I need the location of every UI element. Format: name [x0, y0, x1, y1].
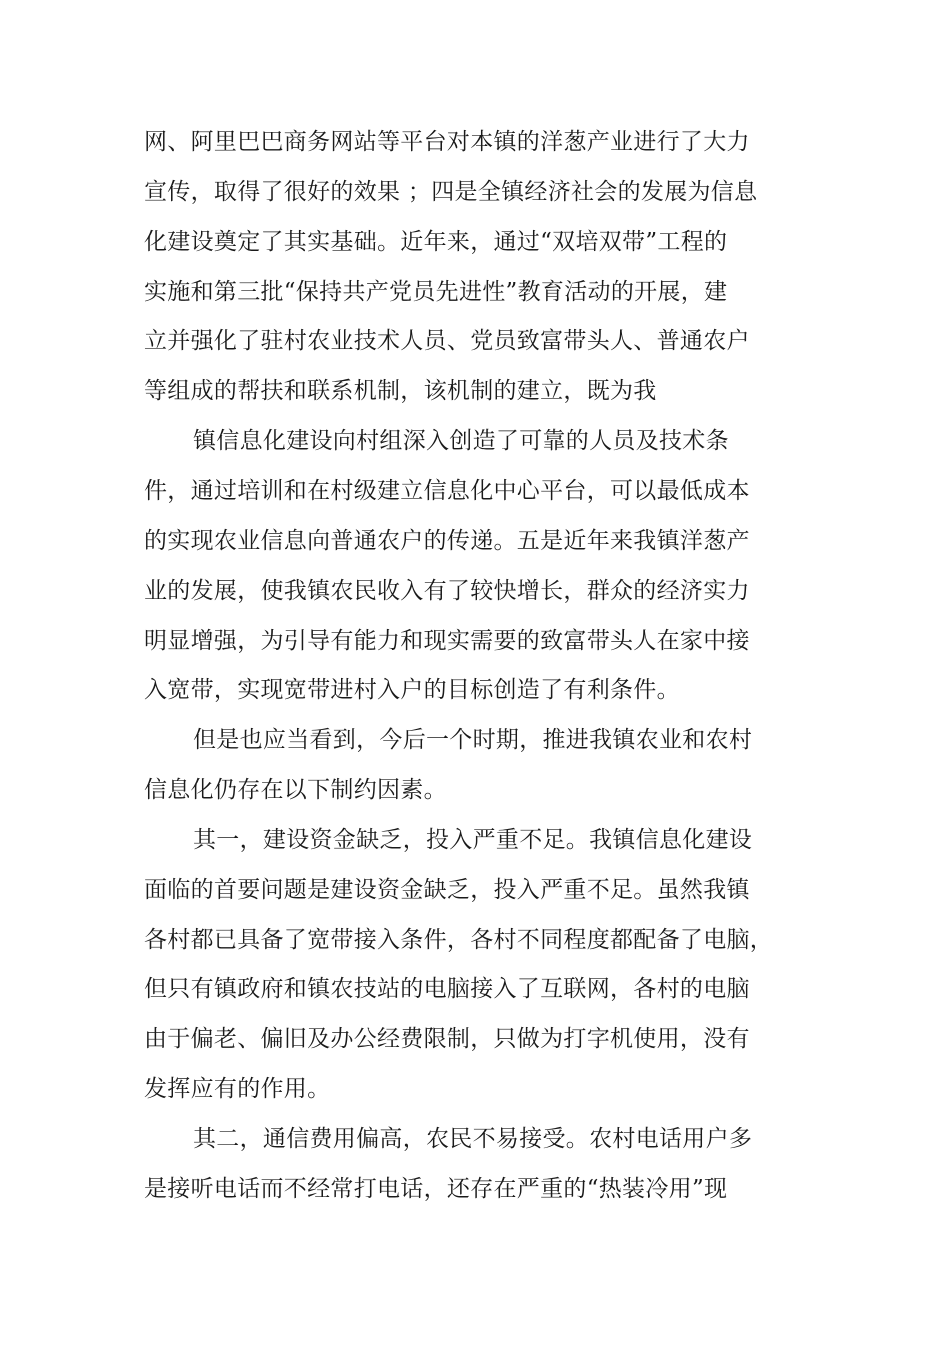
text-line: 的实现农业信息向普通农户的传递。五是近年来我镇洋葱产	[144, 528, 750, 554]
text-line: 信息化仍存在以下制约因素。	[144, 777, 447, 803]
text-line: 实施和第三批“保持共产党员先进性”教育活动的开展，建	[144, 279, 728, 305]
paragraph-first-line: 其一，建设资金缺乏，投入严重不足。我镇信息化建设	[193, 827, 753, 853]
paragraph-first-line: 但是也应当看到，今后一个时期，推进我镇农业和农村	[193, 727, 753, 753]
text-line: 由于偏老、偏旧及办公经费限制，只做为打字机使用，没有	[144, 1026, 750, 1052]
text-line: 化建设奠定了其实基础。近年来，通过“双培双带”工程的	[144, 229, 728, 255]
paragraph-first-line: 其二，通信费用偏高，农民不易接受。农村电话用户多	[193, 1126, 753, 1152]
text-line: 是接听电话而不经常打电话，还存在严重的“热装冷用”现	[144, 1176, 728, 1202]
text-line: 入宽带，实现宽带进村入户的目标创造了有利条件。	[144, 677, 680, 703]
text-line: 但只有镇政府和镇农技站的电脑接入了互联网，各村的电脑	[144, 976, 750, 1002]
text-line: 等组成的帮扶和联系机制，该机制的建立，既为我	[144, 378, 657, 404]
text-line: 各村都已具备了宽带接入条件，各村不同程度都配备了电脑，	[144, 927, 774, 953]
text-line: 立并强化了驻村农业技术人员、党员致富带头人、普通农户	[144, 328, 750, 354]
text-line: 宣传，取得了很好的效果 ；四是全镇经济社会的发展为信息	[144, 179, 758, 205]
text-line: 件，通过培训和在村级建立信息化中心平台，可以最低成本	[144, 478, 750, 504]
text-line: 业的发展，使我镇农民收入有了较快增长，群众的经济实力	[144, 578, 750, 604]
text-line: 发挥应有的作用。	[144, 1076, 331, 1102]
text-line: 网、阿里巴巴商务网站等平台对本镇的洋葱产业进行了大力	[144, 129, 750, 155]
paragraph-first-line: 镇信息化建设向村组深入创造了可靠的人员及技术条	[193, 428, 729, 454]
text-line: 面临的首要问题是建设资金缺乏，投入严重不足。虽然我镇	[144, 877, 750, 903]
text-line: 明显增强，为引导有能力和现实需要的致富带头人在家中接	[144, 628, 750, 654]
